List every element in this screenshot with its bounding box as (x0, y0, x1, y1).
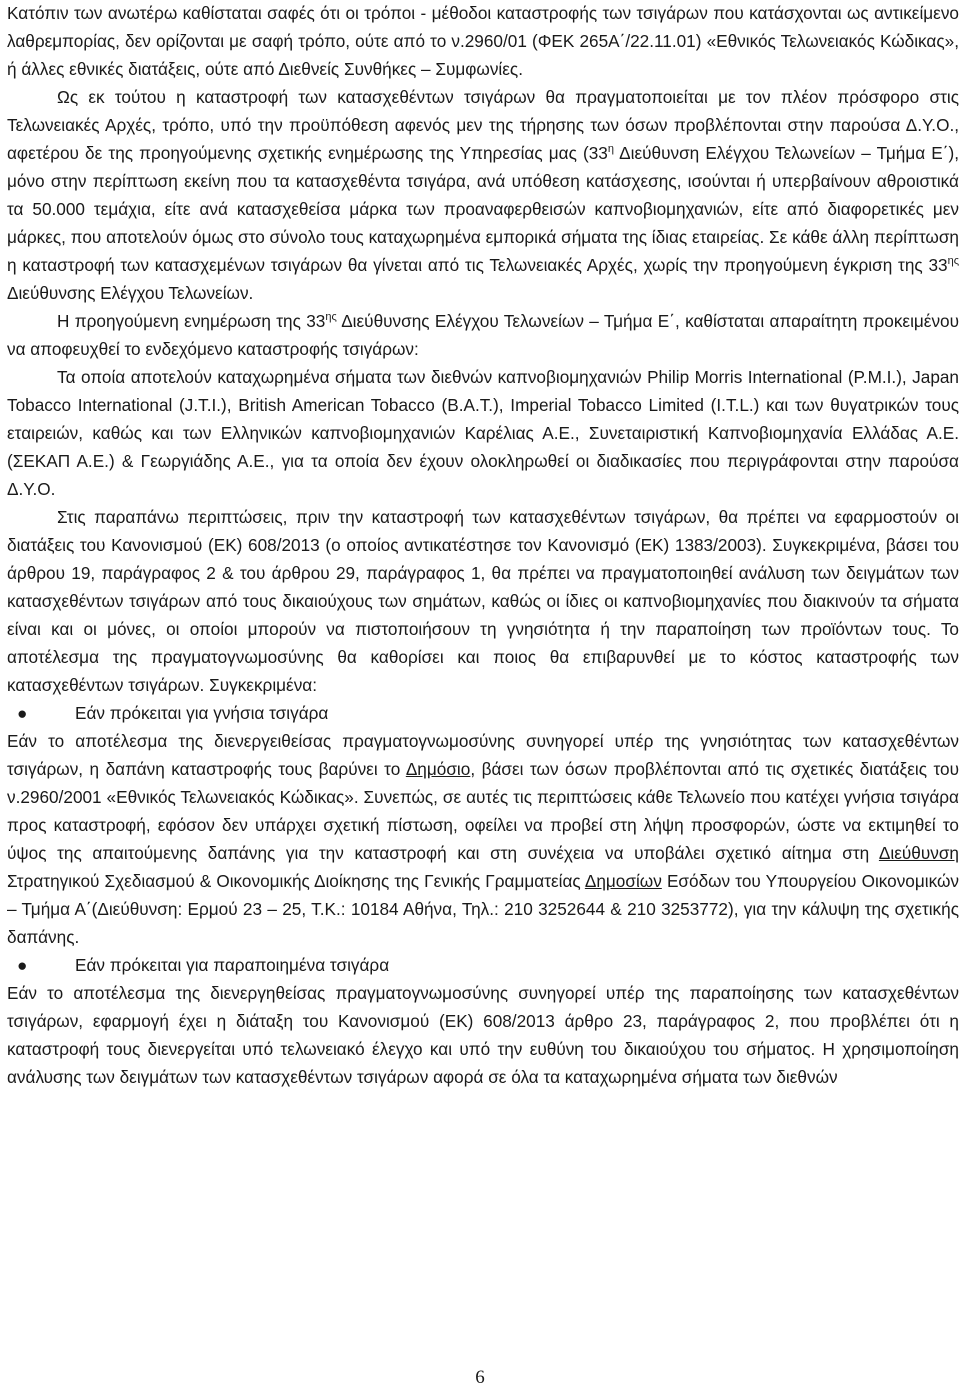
superscript-ordinal: ης (325, 311, 337, 323)
text-run: Εάν πρόκειται για παραποιημένα τσιγάρα (75, 955, 390, 975)
text-run: Ως εκ τούτου η καταστροφή των κατασχεθέντων τσιγάρων θα πραγματοποιείται με τον πλέον πρόσφορο στις Τελωνειακές Αρχές, τρόπο, υπό την προϋπόθεση αφενός μεν της τήρησης των όσων προβλέπονται στην παρούσα Δ.Υ.Ο., αφετέρου δε της προηγούμενης σχετικής ενημέρωσης της Υπηρεσίας μας (33 (7, 87, 959, 163)
paragraph (7, 503, 959, 699)
superscript-ordinal: ης (947, 255, 959, 267)
text-run: Η προηγούμενη ενημέρωση της 33 (57, 311, 326, 331)
underlined-text: Διεύθυνση (878, 843, 959, 863)
paragraph (7, 363, 959, 503)
text-run: Διεύθυνσης Ελέγχου Τελωνείων. (7, 283, 254, 303)
paragraph (7, 727, 959, 951)
text-run: , βάσει των όσων προβλέπονται από τις σχετικές διατάξεις του ν.2960/2001 «Εθνικός Τελωνειακός Κώδικας». Συνεπώς, σε αυτές τις περιπτώσεις κάθε Τελωνείο που κατέχει γνήσια τσιγάρα προς καταστροφή, εφόσον δεν υπάρχει σχετική πίστωση, οφείλει να προβεί στη λήψη προσφορών, ώστε να εκτιμηθεί το ύψος της απαιτούμενης δαπάνης για την καταστροφή και στη συνέχεια να υποβάλει σχετικό αίτημα στη (7, 759, 959, 863)
underlined-text: Δημόσιο (405, 759, 471, 779)
bullet-icon: ● (17, 955, 28, 975)
bullet-item (7, 699, 959, 727)
text-run: Διεύθυνσης Ελέγχου Τελωνείων – Τμήμα Ε΄, καθίσταται απαραίτητη προκειμένου να αποφευχθεί το ενδεχόμενο καταστροφής τσιγάρων: (7, 311, 960, 359)
page-number: 6 (475, 1367, 485, 1388)
text-run: Διεύθυνση Ελέγχου Τελωνείων – Τμήμα Ε΄), μόνο στην περίπτωση εκείνη που τα κατασχεθέντα τσιγάρα, ανά υπόθεση κατάσχεσης, ισούνται ή υπερβαίνουν αθροιστικά τα 50.000 τεμάχια, είτε ανά κατασχεθείσα μάρκα των προαναφερθεισών καπνοβιομηχανιών, είτε από διαφορετικές μεν μάρκες, που αποτελούν όμως στο σύνολο τους καταχωρημένα εμπορικά σήματα της ίδιας εταιρείας. Σε κάθε άλλη περίπτωση η καταστροφή των κατασχεμένων τσιγάρων θα γίνεται από τις Τελωνειακές Αρχές, χωρίς την προηγούμενη έγκριση της 33 (7, 143, 959, 275)
text-run: Στρατηγικού Σχεδιασμού & Οικονομικής Διοίκησης της Γενικής Γραμματείας (7, 871, 585, 891)
paragraph (7, 979, 959, 1091)
paragraph (7, 83, 959, 307)
underlined-text: Δημοσίων (584, 871, 662, 891)
text-run: Εάν το αποτέλεσμα της διενεργειθείσας πραγματογνωμοσύνης συνηγορεί υπέρ της γνησιότητας των κατασχεθέντων τσιγάρων, η δαπάνη καταστροφής τους βαρύνει το (7, 731, 959, 779)
text-run: Εσόδων του Υπουργείου Οικονομικών – Τμήμα Α΄(Διεύθυνση: Ερμού 23 – 25, Τ.Κ.: 10184 Αθήνα, Τηλ.: 210 3252644 & 210 3253772), για την κάλυψη της σχετικής δαπάνης. (7, 871, 959, 947)
document-body (7, 0, 959, 1091)
text-run: Εάν το αποτέλεσμα της διενεργηθείσας πραγματογνωμοσύνης συνηγορεί υπέρ της παραποίησης των κατασχεθέντων τσιγάρων, εφαρμογή έχει η διάταξη του Κανονισμού (ΕΚ) 608/2013 άρθρο 23, παράγραφος 2, που προβλέπει ότι η καταστροφή τους διενεργείται υπό τελωνειακό έλεγχο και υπό την ευθύνη του δικαιούχου του σήματος. Η χρησιμοποίηση ανάλυσης των δειγμάτων των κατασχεθέντων τσιγάρων αφορά σε όλα τα καταχωρημένα σήματα των διεθνών (7, 983, 959, 1087)
text-run: Τα οποία αποτελούν καταχωρημένα σήματα των διεθνών καπνοβιομηχανιών Philip Morris International (P.M.I.), Japan Tobacco International (J.T.I.), British American Tobacco (B.A.T.), Imperial Tobacco Limited (I.T.L.) και των θυγατρικών τους εταιρειών, καθώς και των Ελληνικών καπνοβιομηχανιών Καρέλιας Α.Ε., Συνεταιριστική Καπνοβιομηχανία Ελλάδας Α.Ε. (ΣΕΚΑΠ Α.Ε.) & Γεωργιάδης Α.Ε., για τα οποία δεν έχουν ολοκληρωθεί οι διαδικασίες που περιγράφονται στην παρούσα Δ.Υ.Ο. (7, 367, 959, 499)
text-run: Κατόπιν των ανωτέρω καθίσταται σαφές ότι οι τρόποι - μέθοδοι καταστροφής των τσιγάρων που κατάσχονται ως αντικείμενο λαθρεμπορίας, δεν ορίζονται με σαφή τρόπο, ούτε από το ν.2960/01 (ΦΕΚ 265Α΄/22.11.01) «Εθνικός Τελωνειακός Κώδικας», ή άλλες εθνικές διατάξεις, ούτε από Διεθνείς Συνθήκες – Συμφωνίες. (7, 3, 959, 79)
paragraph (7, 0, 959, 83)
superscript-ordinal: η (607, 143, 614, 155)
text-run: Στις παραπάνω περιπτώσεις, πριν την καταστροφή των κατασχεθέντων τσιγάρων, θα πρέπει να εφαρμοστούν οι διατάξεις του Κανονισμού (ΕΚ) 608/2013 (ο οποίος αντικατέστησε τον Κανονισμό (ΕΚ) 1383/2003). Συγκεκριμένα, βάσει του άρθρου 19, παράγραφος 2 & του άρθρου 29, παράγραφος 1, θα πρέπει να πραγματοποιηθεί ανάλυση των δειγμάτων των κατασχεθέντων τσιγάρων από τους δικαιούχους των σημάτων, καθώς οι ίδιες οι καπνοβιομηχανίες που διακινούν τα σήματα είναι και οι μόνες, οι οποίοι μπορούν να πιστοποιήσουν τη γνησιότητα ή την παραποίηση των προϊόντων τους. Το αποτέλεσμα της πραγματογνωμοσύνης θα καθορίσει και ποιος θα επιβαρυνθεί με το κόστος καταστροφής των κατασχεθέντων τσιγάρων. Συγκεκριμένα: (7, 507, 959, 695)
bullet-icon: ● (17, 703, 28, 723)
paragraph (7, 307, 959, 363)
bullet-item (7, 951, 959, 979)
text-run: Εάν πρόκειται για γνήσια τσιγάρα (75, 703, 329, 723)
